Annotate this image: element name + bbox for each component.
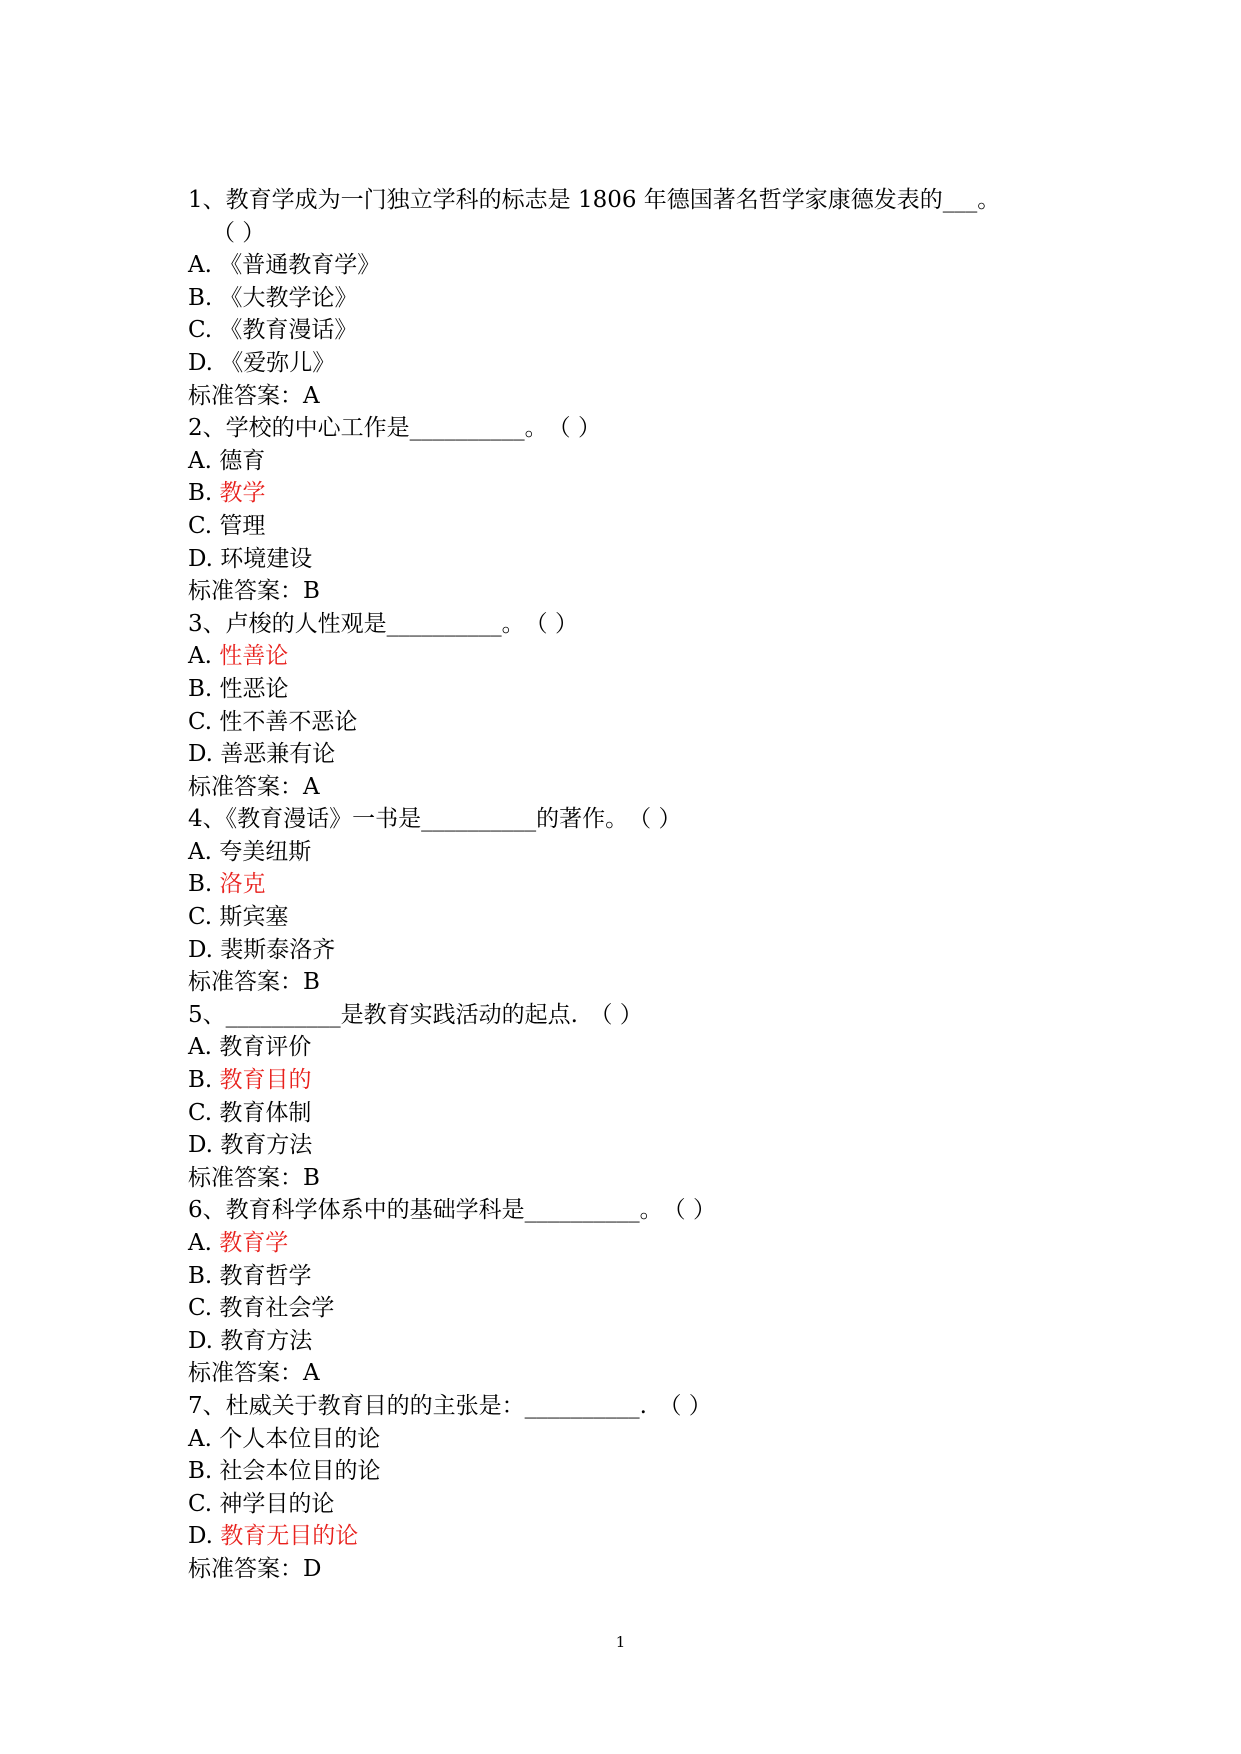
question-block: [188, 1194, 1068, 1390]
option-c: [188, 1292, 1068, 1325]
option-c: [188, 1097, 1068, 1130]
option-a: [188, 1423, 1068, 1456]
option-text-highlighted: 洛克: [219, 871, 266, 898]
option-label: B.: [188, 1458, 213, 1485]
option-b: [188, 1064, 1068, 1097]
option-text: 善恶兼有论: [220, 741, 336, 768]
option-a: [188, 249, 1068, 282]
option-d: [188, 543, 1068, 576]
option-text-highlighted: 性善论: [219, 643, 289, 670]
option-text: 社会本位目的论: [219, 1458, 381, 1485]
page-number: 1: [615, 1633, 626, 1651]
option-label: C.: [188, 1099, 213, 1126]
option-label: B.: [188, 1262, 213, 1289]
question-block: [188, 608, 1068, 804]
option-d: [188, 1129, 1068, 1162]
option-text: 《普通教育学》: [219, 252, 381, 279]
option-d: [188, 934, 1068, 967]
option-text: 个人本位目的论: [219, 1425, 381, 1452]
option-label: A.: [188, 252, 212, 279]
option-label: B.: [188, 284, 213, 311]
option-d: [188, 738, 1068, 771]
option-d: [188, 1520, 1068, 1553]
question-stem-continuation: （ ）: [212, 219, 266, 246]
option-a: [188, 1227, 1068, 1260]
question-stem: 6、教育科学体系中的基础学科是__________。 （ ）: [188, 1197, 716, 1224]
option-label: D.: [188, 545, 213, 572]
option-text-highlighted: 教学: [219, 480, 266, 507]
option-label: C.: [188, 317, 213, 344]
option-label: C.: [188, 512, 213, 539]
option-text: 《教育漫话》: [219, 317, 358, 344]
option-text: 教育哲学: [219, 1262, 312, 1289]
option-label: D.: [188, 1132, 213, 1159]
question-block: [188, 412, 1068, 608]
option-label: A.: [188, 1230, 212, 1256]
option-label: A.: [188, 643, 212, 670]
option-text: 斯宾塞: [219, 904, 289, 931]
option-text: 教育方法: [220, 1132, 313, 1159]
standard-answer: 标准答案：A: [188, 382, 320, 409]
question-stem: 4、《教育漫话》一书是__________的著作。 （ ）: [188, 806, 682, 833]
option-a: [188, 445, 1068, 478]
option-text: 德育: [219, 447, 266, 474]
option-c: [188, 510, 1068, 543]
option-label: D.: [188, 1327, 213, 1354]
standard-answer: 标准答案：D: [188, 1555, 322, 1582]
option-b: [188, 673, 1068, 706]
option-c: [188, 314, 1068, 347]
question-block: [188, 184, 1068, 412]
option-label: B.: [188, 871, 213, 898]
question-block: [188, 1390, 1068, 1586]
option-text: 教育社会学: [219, 1295, 335, 1322]
option-text: 环境建设: [220, 545, 313, 572]
option-c: [188, 1488, 1068, 1521]
option-text-highlighted: 教育学: [219, 1230, 289, 1256]
option-text: 性不善不恶论: [219, 708, 358, 735]
option-d: [188, 347, 1068, 380]
option-label: A.: [188, 447, 212, 474]
option-text: 性恶论: [219, 675, 289, 702]
standard-answer: 标准答案：B: [188, 969, 320, 996]
option-label: C.: [188, 1295, 213, 1322]
option-text: 夸美纽斯: [219, 838, 312, 865]
standard-answer: 标准答案：A: [188, 773, 320, 800]
question-list: [188, 184, 1068, 1586]
option-label: A.: [188, 1425, 212, 1452]
option-text-highlighted: 教育无目的论: [220, 1523, 359, 1550]
question-block: [188, 999, 1068, 1195]
option-label: B.: [188, 1067, 213, 1094]
option-text: 《爱弥儿》: [220, 349, 336, 376]
option-label: D.: [188, 1523, 213, 1550]
option-b: [188, 282, 1068, 315]
option-c: [188, 901, 1068, 934]
option-text: 裴斯泰洛齐: [220, 936, 336, 963]
option-label: D.: [188, 349, 213, 376]
option-text: 《大教学论》: [219, 284, 358, 311]
option-b: [188, 477, 1068, 510]
option-a: [188, 1031, 1068, 1064]
option-c: [188, 706, 1068, 739]
option-b: [188, 1260, 1068, 1293]
standard-answer: 标准答案：A: [188, 1360, 320, 1387]
question-block: [188, 803, 1068, 999]
question-stem: 3、卢梭的人性观是__________。 （ ）: [188, 610, 578, 637]
option-label: D.: [188, 741, 213, 768]
standard-answer: 标准答案：B: [188, 578, 320, 605]
option-d: [188, 1325, 1068, 1358]
question-stem: 5、__________是教育实践活动的起点. （ ）: [188, 1001, 643, 1028]
option-label: A.: [188, 1034, 212, 1061]
option-a: [188, 836, 1068, 869]
option-a: [188, 640, 1068, 673]
option-label: A.: [188, 838, 212, 865]
option-label: C.: [188, 1490, 213, 1517]
option-text: 教育方法: [220, 1327, 313, 1354]
option-text: 教育评价: [219, 1034, 312, 1061]
standard-answer: 标准答案：B: [188, 1164, 320, 1191]
option-label: D.: [188, 936, 213, 963]
option-b: [188, 1455, 1068, 1488]
option-label: B.: [188, 675, 213, 702]
option-b: [188, 868, 1068, 901]
option-text-highlighted: 教育目的: [219, 1067, 312, 1094]
option-label: C.: [188, 904, 213, 931]
option-text: 管理: [219, 512, 266, 539]
option-text: 教育体制: [219, 1099, 312, 1126]
question-stem: 2、学校的中心工作是__________。 （ ）: [188, 415, 601, 442]
option-text: 神学目的论: [219, 1490, 335, 1517]
option-label: C.: [188, 708, 213, 735]
question-stem: 1、教育学成为一门独立学科的标志是 1806 年德国著名哲学家康德发表的___。: [188, 187, 1001, 213]
option-label: B.: [188, 480, 213, 507]
question-stem: 7、杜威关于教育目的的主张是：__________. （ ）: [188, 1392, 712, 1419]
